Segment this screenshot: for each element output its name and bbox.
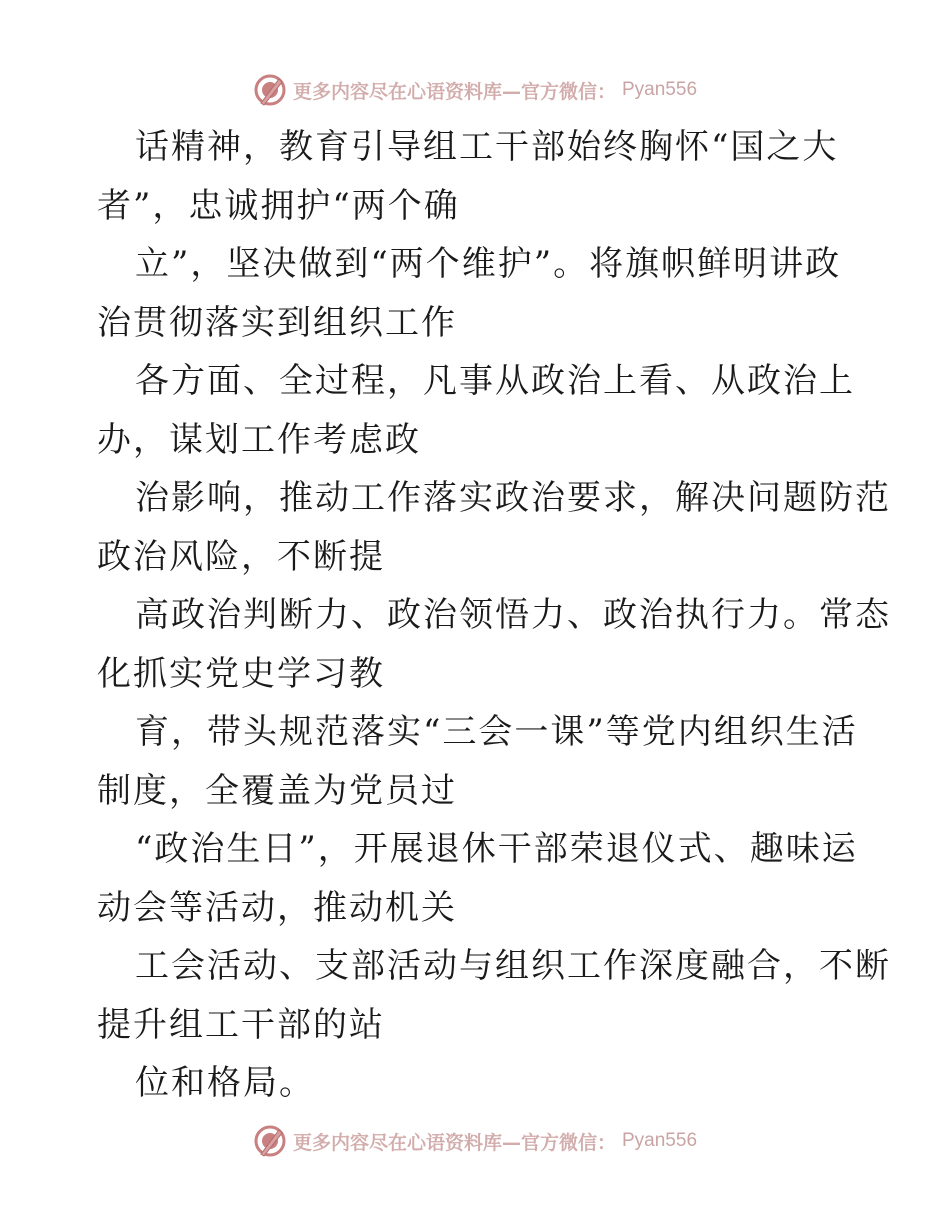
line-second: 办，谋划工作考虑政 bbox=[97, 419, 421, 460]
line-second: 治贯彻落实到组织工作 bbox=[97, 302, 457, 343]
paragraph-line bbox=[97, 820, 857, 937]
line-first: 各方面、全过程，凡事从政治上看、从政治上 bbox=[135, 361, 855, 401]
line-second: 化抓实党史学习教 bbox=[97, 653, 385, 694]
line-second: 者”，忠诚拥护“两个确 bbox=[97, 185, 460, 226]
line-second: 政治风险，不断提 bbox=[97, 536, 385, 577]
watermark-text: 更多内容尽在心语资料库—官方微信： bbox=[292, 1131, 616, 1154]
watermark-text: 更多内容尽在心语资料库—官方微信： bbox=[292, 80, 616, 103]
line-first: 治影响，推动工作落实政治要求，解决问题防范 bbox=[135, 478, 891, 518]
line-first: “政治生日”，开展退休干部荣退仪式、趣味运 bbox=[135, 829, 858, 869]
pen-logo-icon bbox=[253, 73, 287, 107]
line-first: 位和格局。 bbox=[135, 1063, 315, 1103]
paragraph-line bbox=[97, 1054, 857, 1113]
paragraph-line bbox=[97, 937, 891, 1054]
line-first: 话精神，教育引导组工干部始终胸怀“国之大 bbox=[135, 127, 839, 167]
paragraph-line bbox=[97, 352, 857, 469]
paragraph-line bbox=[97, 469, 891, 586]
paragraph-line bbox=[97, 586, 891, 703]
paragraph-line bbox=[97, 235, 857, 352]
document-body bbox=[97, 118, 891, 1113]
header-watermark bbox=[0, 73, 950, 107]
watermark-handle: Pyan556 bbox=[622, 1130, 698, 1151]
line-first: 育，带头规范落实“三会一课”等党内组织生活 bbox=[135, 712, 858, 752]
line-second: 制度，全覆盖为党员过 bbox=[97, 770, 457, 811]
line-second: 动会等活动，推动机关 bbox=[97, 887, 457, 928]
line-first: 工会活动、支部活动与组织工作深度融合，不断 bbox=[135, 946, 891, 986]
line-first: 高政治判断力、政治领悟力、政治执行力。常态 bbox=[135, 595, 891, 635]
paragraph-line bbox=[97, 118, 857, 235]
paragraph-line bbox=[97, 703, 857, 820]
line-second: 提升组工干部的站 bbox=[97, 1004, 385, 1045]
pen-logo-icon bbox=[253, 1124, 287, 1158]
line-first: 立”，坚决做到“两个维护”。将旗帜鲜明讲政 bbox=[135, 244, 842, 284]
watermark-handle: Pyan556 bbox=[622, 79, 698, 100]
footer-watermark bbox=[0, 1124, 950, 1158]
